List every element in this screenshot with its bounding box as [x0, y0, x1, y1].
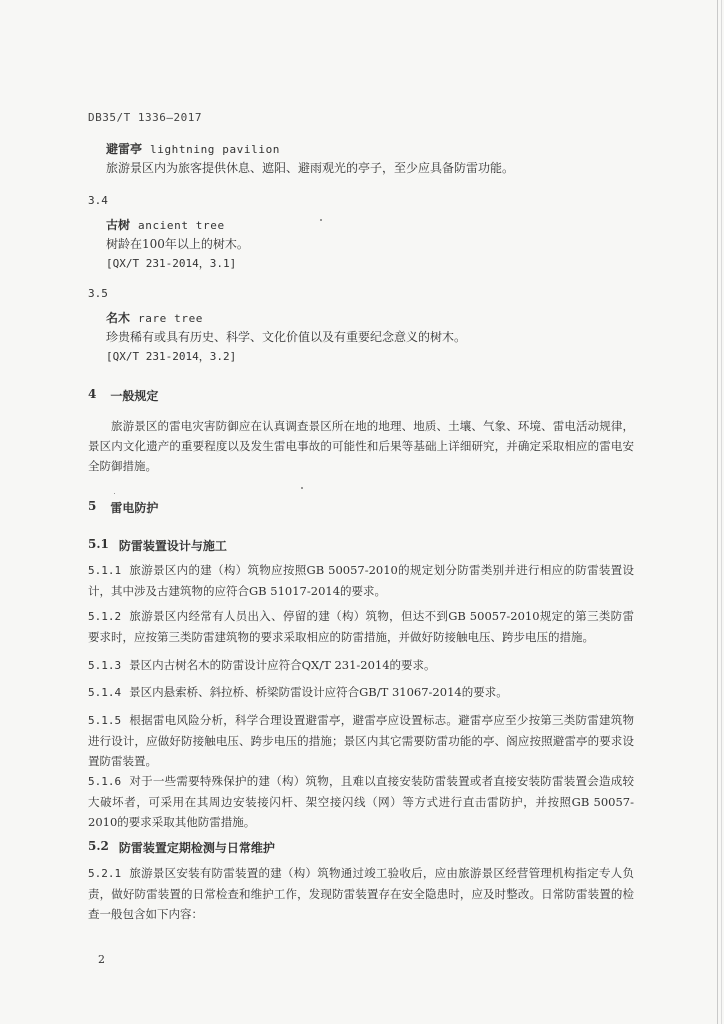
term-definition: 树龄在100年以上的树木。 — [106, 237, 249, 251]
subsection-heading — [88, 839, 275, 856]
clause-number: 5.1.6 — [88, 775, 122, 788]
term-source: [QX/T 231-2014，3.1] — [106, 257, 237, 270]
section-title: 一般规定 — [110, 389, 159, 403]
subsection-number: 5.1 — [88, 537, 109, 551]
clause — [88, 655, 634, 676]
scan-edge-line — [717, 0, 718, 1024]
clause-text: 对于一些需要特殊保护的建（构）筑物，且难以直接安装防雷装置或者直接安装防雷装置会造成较大破坏者，可采用在其周边安装接闪杆、架空接闪线（网）等方式进行直击雷防护，并按照GB 50057-2010的要求采取其他防雷措施。 — [88, 774, 634, 829]
term-number: 3.4 — [88, 194, 108, 207]
term-zh-name: 避雷亭 — [106, 142, 143, 156]
scan-edge-line — [721, 0, 722, 1024]
clause-number: 5.1.3 — [88, 659, 122, 672]
section-body: 旅游景区的雷电灾害防御应在认真调查景区所在地的地理、地质、土壤、气象、环境、雷电活动规律，景区内文化遗产的重要程度以及发生雷电事故的可能性和后果等基础上详细研究，并确定采取相应的雷电安全防御措施。 — [88, 419, 634, 473]
doc-code-header: DB35/T 1336—2017 — [88, 111, 202, 124]
term-number: 3.5 — [88, 287, 108, 300]
term-source: [QX/T 231-2014，3.2] — [106, 350, 237, 363]
page-number: 2 — [98, 953, 105, 966]
subsection-number: 5.2 — [88, 839, 109, 853]
term-en-name: rare tree — [138, 312, 204, 325]
clause — [88, 710, 634, 771]
clause — [88, 771, 634, 832]
scan-speck — [301, 487, 303, 489]
term-definition: 旅游景区内为旅客提供休息、遮阳、避雨观光的亭子，至少应具备防雷功能。 — [106, 161, 515, 175]
clause-number: 5.1.5 — [88, 714, 122, 727]
clause-text: 景区内古树名木的防雷设计应符合QX/T 231-2014的要求。 — [129, 658, 436, 672]
term-entry — [106, 140, 514, 178]
section-heading — [88, 387, 158, 404]
section-title: 雷电防护 — [110, 501, 159, 515]
clause — [88, 863, 634, 924]
term-en-name: ancient tree — [138, 219, 225, 232]
clause-number: 5.1.1 — [88, 564, 122, 577]
term-entry — [106, 216, 249, 273]
term-zh-name: 名木 — [106, 311, 131, 325]
clause — [88, 606, 634, 647]
clause-text: 旅游景区内的建（构）筑物应按照GB 50057-2010的规定划分防雷类别并进行相应的防雷装置设计，其中涉及古建筑物的应符合GB 51017-2014的要求。 — [88, 563, 634, 598]
subsection-heading — [88, 537, 227, 554]
clause-number: 5.1.4 — [88, 686, 122, 699]
clause-text: 根据雷电风险分析，科学合理设置避雷亭，避雷亭应设置标志。避雷亭应至少按第三类防雷建筑物进行设计，应做好防接触电压、跨步电压的措施；景区内其它需要防雷功能的亭、阁应按照避雷亭的要求设置防雷装置。 — [88, 713, 634, 768]
clause-number: 5.1.2 — [88, 610, 122, 623]
clause — [88, 682, 634, 703]
subsection-title: 防雷装置设计与施工 — [118, 539, 227, 553]
clause-text: 旅游景区内经常有人员出入、停留的建（构）筑物，但达不到GB 50057-2010规定的第三类防雷要求时，应按第三类防雷建筑物的要求采取相应的防雷措施，并做好防接触电压、跨步电压的措施。 — [88, 609, 634, 644]
scan-speck — [114, 493, 115, 494]
term-en-name: lightning pavilion — [150, 143, 281, 156]
section-number: 5 — [88, 499, 97, 513]
clause-text: 旅游景区安装有防雷装置的建（构）筑物通过竣工验收后，应由旅游景区经营管理机构指定专人负责，做好防雷装置的日常检查和维护工作，发现防雷装置存在安全隐患时，应及时整改。日常防雷装置的检查一般包含如下内容： — [88, 866, 634, 921]
clause-number: 5.2.1 — [88, 867, 122, 880]
clause-text: 景区内悬索桥、斜拉桥、桥梁防雷设计应符合GB/T 31067-2014的要求。 — [129, 685, 508, 699]
term-zh-name: 古树 — [106, 218, 131, 232]
term-definition: 珍贵稀有或具有历史、科学、文化价值以及有重要纪念意义的树木。 — [106, 330, 467, 344]
scan-speck — [320, 219, 322, 221]
clause — [88, 560, 634, 601]
section-heading — [88, 499, 158, 516]
subsection-title: 防雷装置定期检测与日常维护 — [118, 841, 275, 855]
section-number: 4 — [88, 387, 97, 401]
term-entry — [106, 309, 466, 366]
